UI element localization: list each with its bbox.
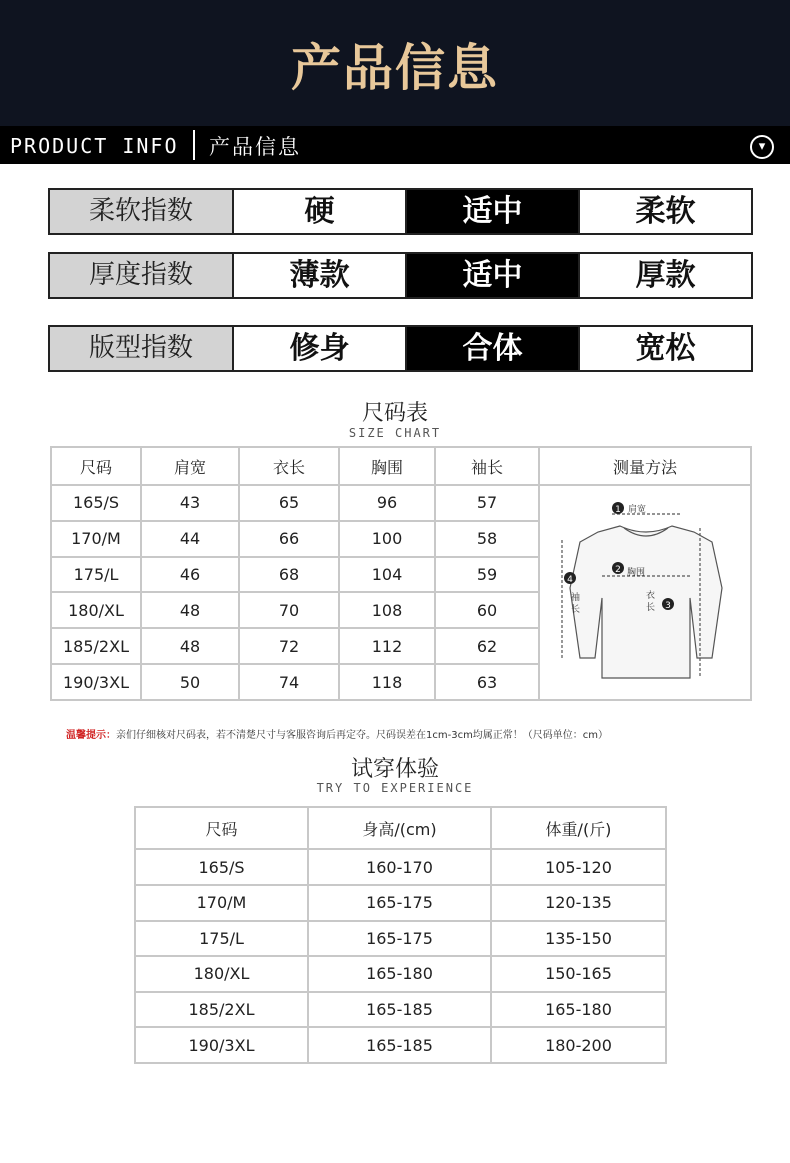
cell: 175/L [51,557,141,593]
cell: 120-135 [491,885,666,921]
cell: 165-175 [308,885,491,921]
table-header-row [135,807,666,849]
diagram-label: 袖 [571,592,581,603]
cell: 180-200 [491,1027,666,1063]
svg-text:4: 4 [567,574,573,585]
product-info-bar [0,126,790,164]
index-option-selected: 合体 [405,327,578,370]
index-label: 厚度指数 [50,254,234,297]
index-option: 柔软 [578,190,751,233]
svg-text:1: 1 [615,504,621,515]
product-info-cn: 产品信息 [209,135,301,159]
cell: 43 [141,485,239,521]
col-header: 测量方法 [539,447,751,485]
cell: 46 [141,557,239,593]
index-option: 硬 [304,194,335,229]
table-row [51,485,751,521]
cell: 74 [239,664,339,700]
cell: 70 [239,592,339,628]
col-header: 肩宽 [141,447,239,485]
experience-title: 试穿体验 [350,757,439,782]
experience-subtitle: TRY TO EXPERIENCE [316,781,474,795]
index-option: 修身 [289,331,350,366]
cell: 72 [239,628,339,664]
cell: 165-175 [308,921,491,957]
cell: 165-185 [308,992,491,1028]
cell: 59 [435,557,539,593]
diagram-label: 衣 [646,590,656,601]
diagram-label: 长 [571,604,581,615]
table-row [135,956,666,992]
cell: 165/S [51,485,141,521]
cell: 165-180 [308,956,491,992]
size-note [66,726,608,741]
diagram-label: 肩宽 [628,504,647,515]
col-header: 尺码 [51,447,141,485]
cell: 190/3XL [51,664,141,700]
size-chart-table [50,446,752,701]
index-option: 薄款 [289,258,350,293]
note-prefix: 温馨提示： [66,730,116,741]
cell: 165-185 [308,1027,491,1063]
index-label: 版型指数 [50,327,234,370]
col-header: 尺码 [135,807,308,849]
index-option-selected: 适中 [405,254,578,297]
cell: 108 [339,592,435,628]
index-option: 厚款 [578,254,751,297]
col-header: 袖长 [435,447,539,485]
cell: 135-150 [491,921,666,957]
cell: 105-120 [491,849,666,885]
softness-index [48,188,753,235]
svg-text:3: 3 [665,600,671,611]
page-title: 产品信息 [291,38,499,97]
diagram-label: 长 [646,602,656,613]
cell: 180/XL [135,956,308,992]
product-info-en: PRODUCT INFO [10,134,179,158]
cell: 112 [339,628,435,664]
cell: 62 [435,628,539,664]
cell: 63 [435,664,539,700]
cell: 104 [339,557,435,593]
table-row [135,921,666,957]
index-label: 柔软指数 [50,190,234,233]
cell: 185/2XL [135,992,308,1028]
cell: 150-165 [491,956,666,992]
experience-table [134,806,667,1064]
table-row [135,992,666,1028]
cell: 48 [141,592,239,628]
cell: 60 [435,592,539,628]
size-chart-title: 尺码表 [361,401,428,426]
cell: 100 [339,521,435,557]
cell: 57 [435,485,539,521]
shirt-measure-diagram [540,488,748,698]
chevron-down-icon[interactable]: ▾ [750,135,774,159]
cell: 96 [339,485,435,521]
cell: 190/3XL [135,1027,308,1063]
index-option: 宽松 [578,327,751,370]
cell: 175/L [135,921,308,957]
svg-text:2: 2 [615,564,621,575]
cell: 180/XL [51,592,141,628]
cell: 58 [435,521,539,557]
cell: 118 [339,664,435,700]
size-chart-subtitle: SIZE CHART [348,426,442,440]
cell: 160-170 [308,849,491,885]
index-option-selected: 适中 [405,190,578,233]
col-header: 胸围 [339,447,435,485]
col-header: 衣长 [239,447,339,485]
measure-diagram-cell [539,485,751,700]
cell: 65 [239,485,339,521]
divider [193,130,195,160]
cell: 170/M [51,521,141,557]
cell: 165/S [135,849,308,885]
col-header: 体重/(斤) [491,807,666,849]
thickness-index [48,252,753,299]
cell: 44 [141,521,239,557]
note-text: 亲们仔细核对尺码表，若不清楚尺寸与客服咨询后再定夺。尺码误差在1cm-3cm均属正常！（尺码单位：cm） [116,730,609,741]
header-banner [0,0,790,126]
diagram-label: 胸围 [627,567,646,578]
table-row [135,1027,666,1063]
table-header-row [51,447,751,485]
cell: 48 [141,628,239,664]
cell: 68 [239,557,339,593]
cell: 185/2XL [51,628,141,664]
table-row [135,885,666,921]
table-row [135,849,666,885]
cell: 50 [141,664,239,700]
cell: 66 [239,521,339,557]
col-header: 身高/(cm) [308,807,491,849]
cell: 170/M [135,885,308,921]
cell: 165-180 [491,992,666,1028]
fit-index [48,325,753,372]
